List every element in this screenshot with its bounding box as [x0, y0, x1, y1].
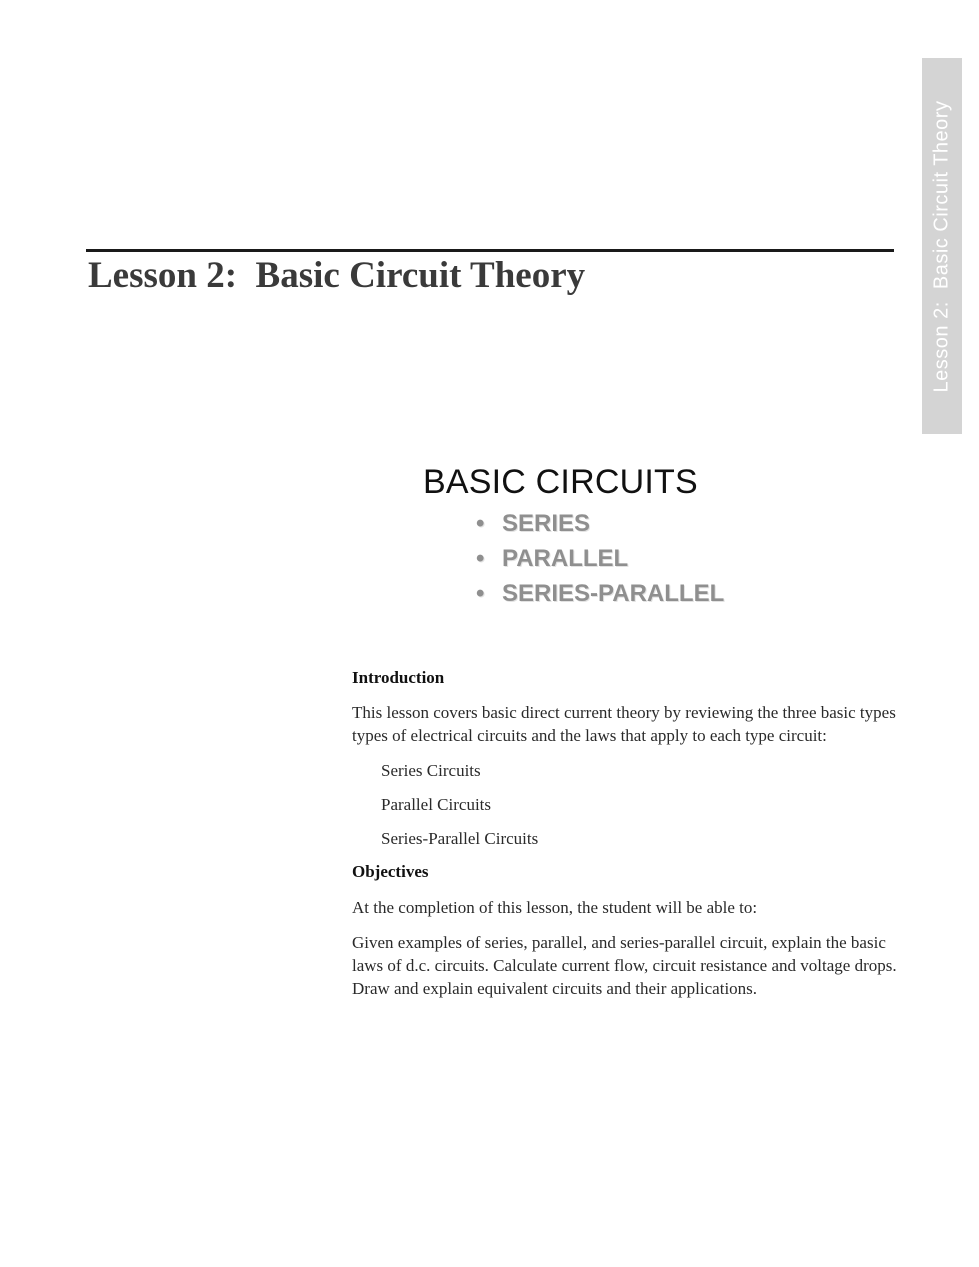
basic-circuits-heading: BASIC CIRCUITS: [423, 463, 698, 501]
bullet-icon: •: [476, 580, 485, 607]
lesson-body: [352, 666, 897, 1012]
list-item-label: PARALLEL: [502, 545, 629, 572]
list-item: [476, 506, 724, 541]
side-chapter-tab: [922, 58, 962, 434]
list-item-label: SERIES: [502, 510, 591, 537]
lesson-title: Lesson 2: Basic Circuit Theory: [88, 255, 586, 296]
introduction-heading: Introduction: [352, 668, 445, 687]
circuit-type-item: Series-Parallel Circuits: [381, 829, 539, 848]
circuit-type-item: Parallel Circuits: [381, 795, 492, 814]
introduction-text: This lesson covers basic direct current theory by reviewing the three basic types types of electrical circuits and the laws that apply to each type circuit:: [352, 703, 896, 745]
title-rule: [86, 249, 894, 252]
bullet-icon: •: [476, 510, 485, 537]
objectives-lead: At the completion of this lesson, the student will be able to:: [352, 898, 758, 917]
basic-circuits-list: [476, 506, 724, 611]
list-item-label: SERIES-PARALLEL: [502, 580, 725, 607]
list-item: [476, 541, 724, 576]
bullet-icon: •: [476, 545, 485, 572]
list-item: [476, 576, 724, 611]
side-tab-label: Lesson 2: Basic Circuit Theory: [930, 100, 953, 392]
objectives-text: Given examples of series, parallel, and series-parallel circuit, explain the basic laws of d.c. circuits. Calculate current flow, circuit resistance and voltage drops. Draw and explain equivalent circuits and their applications.: [352, 933, 897, 998]
circuit-type-item: Series Circuits: [381, 761, 481, 780]
objectives-heading: Objectives: [352, 862, 429, 881]
